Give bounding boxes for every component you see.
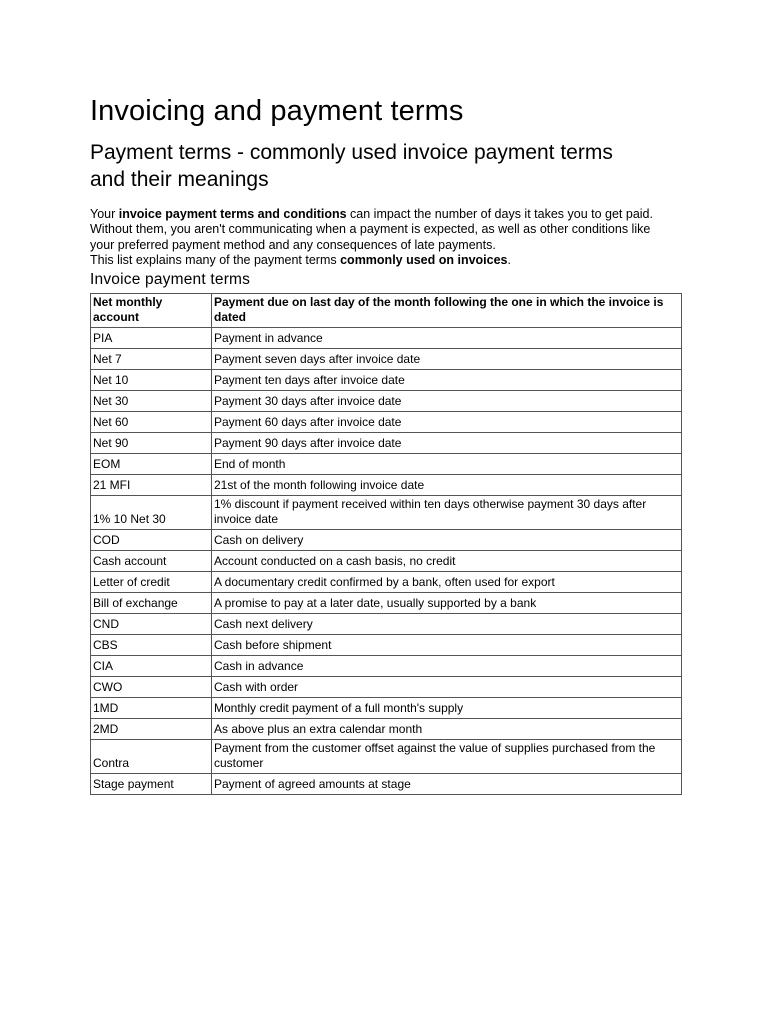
table-row bbox=[91, 391, 682, 412]
term-cell: EOM bbox=[91, 454, 212, 475]
term-cell: CBS bbox=[91, 635, 212, 656]
term-cell: CND bbox=[91, 614, 212, 635]
table-header-cell: Net monthly account bbox=[91, 294, 212, 328]
term-cell: 21 MFI bbox=[91, 475, 212, 496]
meaning-cell: Payment of agreed amounts at stage bbox=[212, 774, 682, 795]
table-row bbox=[91, 719, 682, 740]
meaning-cell: Payment from the customer offset against the value of supplies purchased from the customer bbox=[212, 740, 682, 774]
meaning-cell: Cash on delivery bbox=[212, 530, 682, 551]
term-cell: Net 10 bbox=[91, 370, 212, 391]
table-row bbox=[91, 475, 682, 496]
meaning-cell: A documentary credit confirmed by a bank, often used for export bbox=[212, 572, 682, 593]
term-cell: Cash account bbox=[91, 551, 212, 572]
term-cell: Stage payment bbox=[91, 774, 212, 795]
meaning-cell: Payment ten days after invoice date bbox=[212, 370, 682, 391]
term-cell: Contra bbox=[91, 740, 212, 774]
intro-text: Your bbox=[90, 207, 119, 221]
table-row bbox=[91, 593, 682, 614]
meaning-cell: Cash in advance bbox=[212, 656, 682, 677]
meaning-cell: Cash before shipment bbox=[212, 635, 682, 656]
table-row bbox=[91, 614, 682, 635]
table-row bbox=[91, 698, 682, 719]
intro-bold-text: invoice payment terms and conditions bbox=[118, 207, 347, 221]
term-cell: 1% 10 Net 30 bbox=[91, 496, 212, 530]
table-header-row bbox=[91, 294, 682, 328]
meaning-cell: Payment 60 days after invoice date bbox=[212, 412, 682, 433]
meaning-cell: 1% discount if payment received within ten days otherwise payment 30 days after invoice date bbox=[212, 496, 682, 530]
term-cell: Net 7 bbox=[91, 349, 212, 370]
table-row bbox=[91, 370, 682, 391]
document-title: Invoicing and payment terms bbox=[90, 95, 464, 127]
term-cell: 1MD bbox=[91, 698, 212, 719]
term-cell: COD bbox=[91, 530, 212, 551]
table-row bbox=[91, 349, 682, 370]
term-cell: 2MD bbox=[91, 719, 212, 740]
table-row bbox=[91, 551, 682, 572]
meaning-cell: Monthly credit payment of a full month's supply bbox=[212, 698, 682, 719]
table-row bbox=[91, 572, 682, 593]
meaning-cell: A promise to pay at a later date, usually supported by a bank bbox=[212, 593, 682, 614]
meaning-cell: Payment 30 days after invoice date bbox=[212, 391, 682, 412]
term-cell: CWO bbox=[91, 677, 212, 698]
table-row bbox=[91, 774, 682, 795]
table-body bbox=[91, 328, 682, 795]
meaning-cell: Payment in advance bbox=[212, 328, 682, 349]
document-page bbox=[90, 92, 682, 795]
meaning-cell: As above plus an extra calendar month bbox=[212, 719, 682, 740]
meaning-cell: Payment seven days after invoice date bbox=[212, 349, 682, 370]
payment-terms-table bbox=[90, 293, 682, 795]
table-row bbox=[91, 412, 682, 433]
table-row bbox=[91, 328, 682, 349]
meaning-cell: Payment 90 days after invoice date bbox=[212, 433, 682, 454]
term-cell: Letter of credit bbox=[91, 572, 212, 593]
meaning-cell: Cash next delivery bbox=[212, 614, 682, 635]
meaning-cell: End of month bbox=[212, 454, 682, 475]
intro-paragraph bbox=[90, 207, 670, 268]
term-cell: Net 60 bbox=[91, 412, 212, 433]
table-row bbox=[91, 433, 682, 454]
term-cell: Net 90 bbox=[91, 433, 212, 454]
intro-bold-text: commonly used on invoices bbox=[340, 252, 508, 267]
table-header-cell: Payment due on last day of the month following the one in which the invoice is dated bbox=[212, 294, 682, 328]
table-row bbox=[91, 656, 682, 677]
intro-text: . bbox=[507, 252, 511, 267]
table-row bbox=[91, 635, 682, 656]
term-cell: Bill of exchange bbox=[91, 593, 212, 614]
section-heading: Invoice payment terms bbox=[90, 271, 251, 289]
document-subtitle: Payment terms - commonly used invoice payment terms and their meanings bbox=[90, 141, 613, 191]
table-row bbox=[91, 740, 682, 774]
intro-text: can impact the number of days it takes you to get paid. Without them, you aren't communicating when a payment is expected, as well as other conditions like your preferred payment method and any consequences of late payments. bbox=[90, 207, 653, 252]
meaning-cell: 21st of the month following invoice date bbox=[212, 475, 682, 496]
meaning-cell: Cash with order bbox=[212, 677, 682, 698]
table-row bbox=[91, 454, 682, 475]
table-row bbox=[91, 677, 682, 698]
term-cell: CIA bbox=[91, 656, 212, 677]
table-row bbox=[91, 496, 682, 530]
meaning-cell: Account conducted on a cash basis, no credit bbox=[212, 551, 682, 572]
term-cell: Net 30 bbox=[91, 391, 212, 412]
table-row bbox=[91, 530, 682, 551]
intro-text: This list explains many of the payment terms bbox=[90, 252, 341, 267]
term-cell: PIA bbox=[91, 328, 212, 349]
